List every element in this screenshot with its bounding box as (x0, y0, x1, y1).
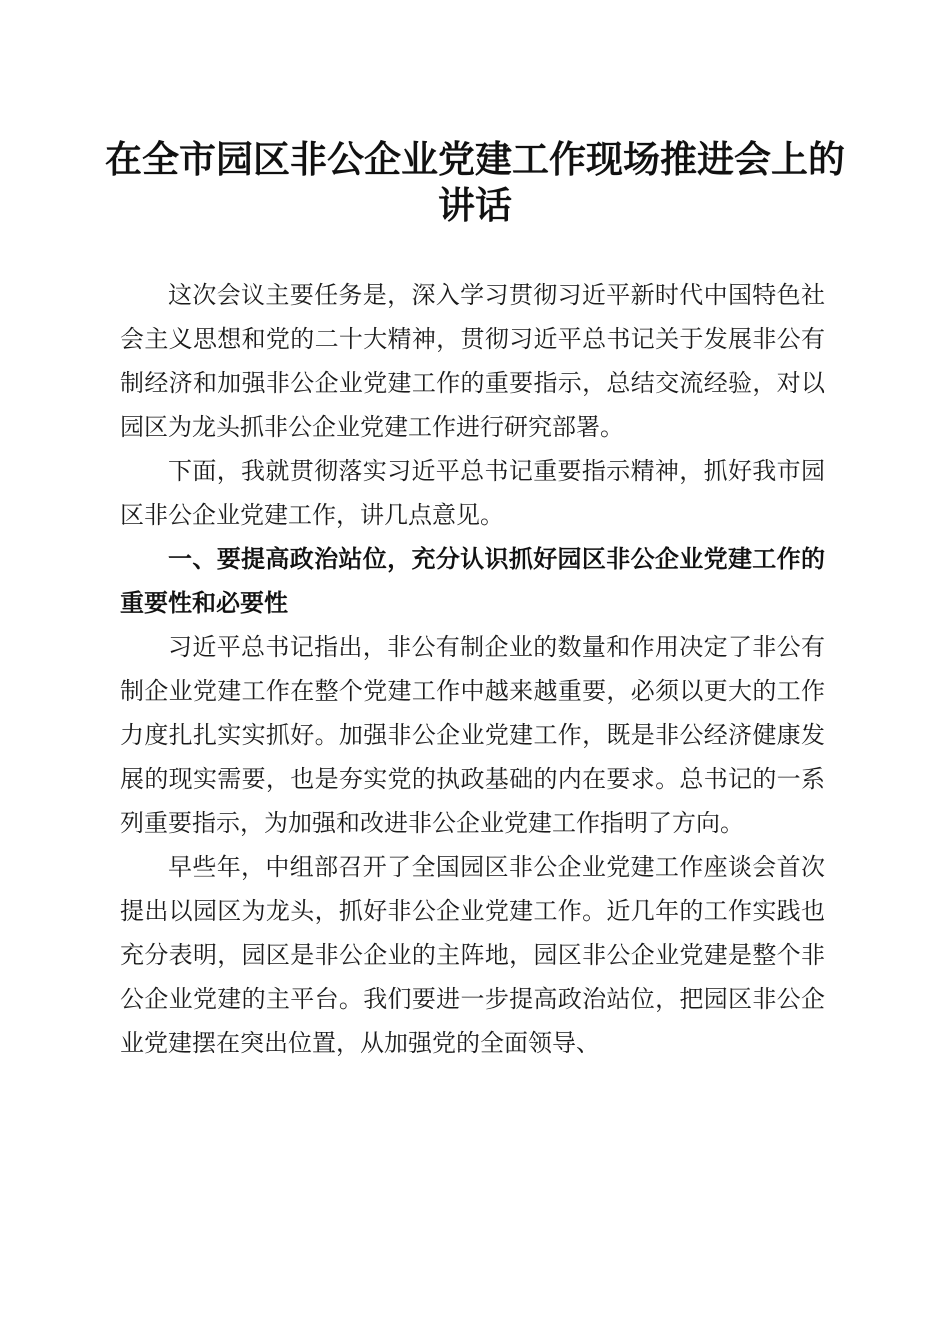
paragraph-section1-a: 习近平总书记指出，非公有制企业的数量和作用决定了非公有制企业党建工作在整个党建工作中越来越重要，必须以更大的工作力度扎扎实实抓好。加强非公企业党建工作，既是非公经济健康发展的现实需要，也是夯实党的执政基础的内在要求。总书记的一系列重要指示，为加强和改进非公企业党建工作指明了方向。 (120, 633, 825, 837)
paragraph-intro: 这次会议主要任务是，深入学习贯彻习近平新时代中国特色社会主义思想和党的二十大精神，贯彻习近平总书记关于发展非公有制经济和加强非公企业党建工作的重要指示，总结交流经验，对以园区为龙头抓非公企业党建工作进行研究部署。 (120, 281, 825, 441)
section-heading-1: 一、要提高政治站位，充分认识抓好园区非公企业党建工作的重要性和必要性 (120, 545, 825, 617)
paragraph-outline: 下面，我就贯彻落实习近平总书记重要指示精神，抓好我市园区非公企业党建工作，讲几点意见。 (120, 457, 825, 529)
document-title-line-1: 在全市园区非公企业党建工作现场推进会上的 (105, 137, 845, 181)
document-title (100, 136, 850, 228)
document-title-line-2: 讲话 (438, 183, 512, 227)
document-body (120, 273, 825, 1065)
paragraph-section1-b: 早些年，中组部召开了全国园区非公企业党建工作座谈会首次提出以园区为龙头，抓好非公企业党建工作。近几年的工作实践也充分表明，园区是非公企业的主阵地，园区非公企业党建是整个非公企业党建的主平台。我们要进一步提高政治站位，把园区非公企业党建摆在突出位置，从加强党的全面领导、 (120, 853, 825, 1057)
